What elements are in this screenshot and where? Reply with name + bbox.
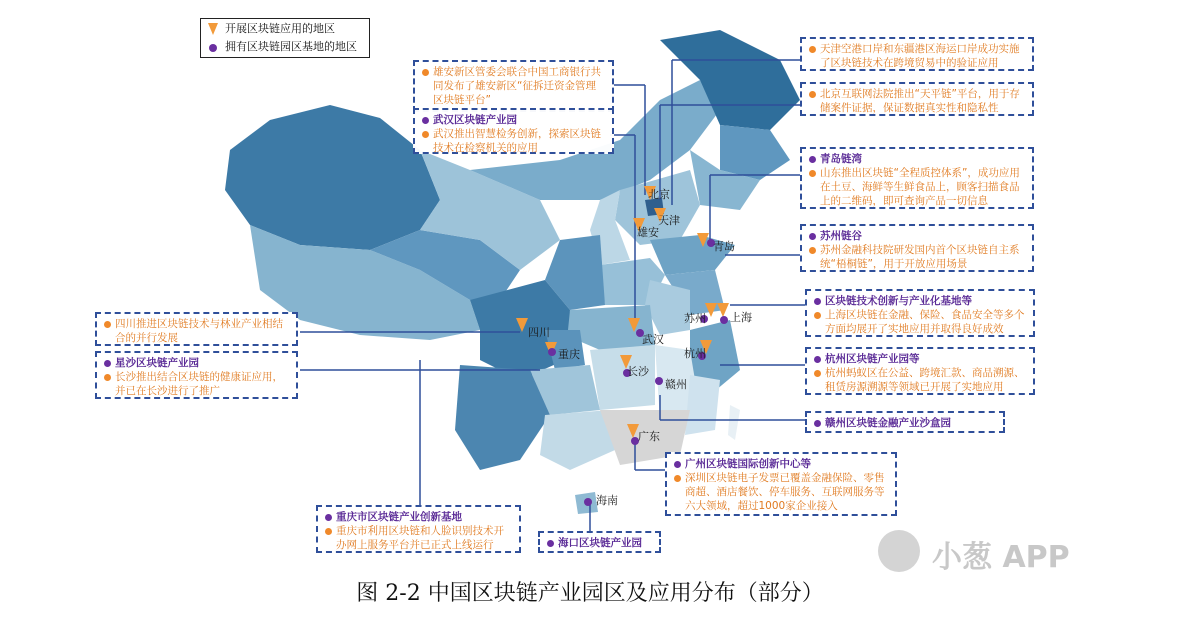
- map-region-taiwan: [728, 405, 740, 440]
- legend-application-label: 开展区块链应用的地区: [225, 22, 335, 35]
- map-region-fujian: [685, 375, 720, 435]
- ganzhou-park-marker: [655, 377, 663, 385]
- haikou-info-box: [538, 531, 661, 553]
- beijing-application-text: 北京互联网法院推出“天平链”平台，用于存储案件证据，保证数据真实性和隐私性: [808, 87, 1026, 115]
- shanghai-application-marker: [717, 303, 729, 317]
- qingdao-info-box: [800, 147, 1034, 209]
- wuhan-application-text: 武汉推出智慧检务创新，探索区块链技术在检察机关的应用: [421, 127, 606, 155]
- haikou-park-title: 海口区块链产业园: [546, 536, 653, 550]
- shanghai-park-title: 区块链技术创新与产业化基地等: [813, 294, 1027, 308]
- map-legend: [200, 18, 370, 58]
- wuhan-info-box: [413, 108, 614, 154]
- ganzhou-info-box: [805, 411, 1005, 433]
- guangzhou-application-text: 深圳区块链电子发票已覆盖金融保险、零售商超、酒店餐饮、停车服务、互联网服务等六大领域，超过1000家企业接入: [673, 471, 889, 513]
- city-label-qingdao: 青岛: [713, 240, 735, 253]
- city-label-changsha: 长沙: [627, 365, 649, 378]
- watermark-text: 小葱 APP: [932, 540, 1070, 575]
- qingdao-park-title: 青岛链湾: [808, 152, 1026, 166]
- ganzhou-park-title: 赣州区块链金融产业沙盒园: [813, 416, 997, 430]
- suzhou-park-title: 苏州链谷: [808, 229, 1026, 243]
- guangzhou-info-box: [665, 452, 897, 516]
- suzhou-application-marker: [705, 303, 717, 317]
- city-label-suzhou: 苏州: [684, 312, 706, 325]
- xiongan-application-text: 雄安新区管委会联合中国工商银行共同发布了雄安新区“征拆迁资金管理区块链平台”: [421, 65, 606, 107]
- city-label-chongqing: 重庆: [558, 348, 580, 361]
- city-label-beijing: 北京: [648, 188, 670, 201]
- suzhou-info-box: [800, 224, 1034, 272]
- shanghai-info-box: [805, 289, 1035, 337]
- legend-park-label: 拥有区块链园区基地的地区: [225, 40, 357, 53]
- chongqing-park-marker: [548, 348, 556, 356]
- city-label-ganzhou: 赣州: [665, 378, 687, 391]
- city-label-guangdong: 广东: [638, 430, 660, 443]
- hainan-park-marker: [584, 498, 592, 506]
- shanghai-application-text: 上海区块链在金融、保险、食品安全等多个方面均展开了实地应用并取得良好成效: [813, 308, 1027, 336]
- city-label-xiongan: 雄安: [637, 226, 659, 239]
- city-label-hainan: 海南: [596, 494, 618, 507]
- changsha-park-title: 星沙区块链产业园: [103, 356, 290, 370]
- chongqing-park-title: 重庆市区块链产业创新基地: [324, 510, 513, 524]
- park-marker-icon: [209, 44, 217, 52]
- changsha-application-text: 长沙推出结合区块链的健康证应用，并已在长沙进行了推广: [103, 370, 290, 398]
- wuhan-park-title: 武汉区块链产业园: [421, 113, 606, 127]
- chongqing-info-box: [316, 505, 521, 553]
- city-label-sichuan: 四川: [528, 326, 550, 339]
- hangzhou-info-box: [805, 347, 1035, 395]
- city-label-shanghai: 上海: [730, 311, 752, 324]
- city-label-hangzhou: 杭州: [684, 347, 706, 360]
- figure-caption: 图 2-2 中国区块链产业园区及应用分布（部分）: [356, 581, 824, 606]
- tianjin-application-text: 天津空港口岸和东疆港区海运口岸成功实施了区块链技术在跨境贸易中的验证应用: [808, 42, 1026, 70]
- guangzhou-park-title: 广州区块链国际创新中心等: [673, 457, 889, 471]
- suzhou-application-text: 苏州金融科技院研发国内首个区块链自主系统“梧桐链”，用于开放应用场景: [808, 243, 1026, 271]
- chongqing-application-text: 重庆市利用区块链和人脸识别技术开办网上服务平台并已正式上线运行: [324, 524, 513, 552]
- tianjin-info-box: [800, 37, 1034, 71]
- hangzhou-park-title: 杭州区块链产业园等: [813, 352, 1027, 366]
- changsha-info-box: [95, 351, 298, 399]
- watermark-logo-icon: [878, 530, 920, 572]
- city-label-wuhan: 武汉: [642, 333, 664, 346]
- sichuan-info-box: [95, 312, 298, 346]
- sichuan-application-marker: [516, 318, 528, 332]
- shanghai-park-marker: [720, 316, 728, 324]
- city-label-tianjin: 天津: [658, 214, 680, 227]
- qingdao-application-text: 山东推出区块链“全程质控体系”，成功应用在土豆、海鲜等生鲜食品上，顾客扫描食品上的二维码，即可查询产品一切信息: [808, 166, 1026, 208]
- map-region-jilin: [720, 125, 790, 180]
- beijing-info-box: [800, 82, 1034, 116]
- application-marker-icon: [208, 23, 218, 35]
- sichuan-application-text: 四川推进区块链技术与林业产业相结合的并行发展: [103, 317, 290, 345]
- xiongan-info-box: [413, 60, 614, 112]
- hangzhou-application-text: 杭州蚂蚁区在公益、跨境汇款、商品溯源、租赁房源溯源等领域已开展了实地应用: [813, 366, 1027, 394]
